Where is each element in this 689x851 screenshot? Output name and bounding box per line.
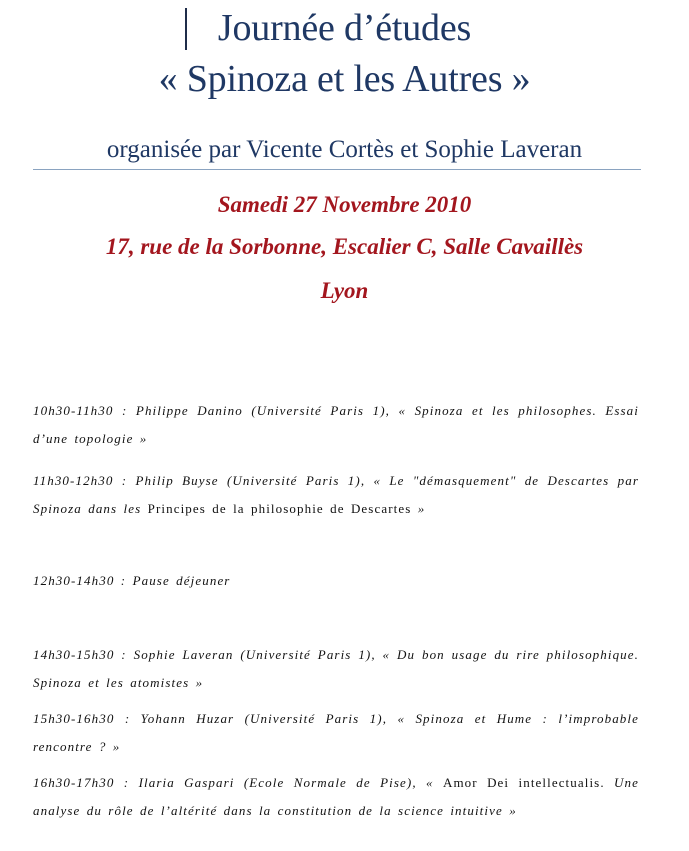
- program-time: 14h30-15h30: [33, 647, 115, 662]
- program-time: 10h30-11h30: [33, 403, 114, 418]
- program-text-end: »: [411, 501, 426, 516]
- program-entry: [33, 467, 639, 523]
- program-text-end: Une analyse du rôle de l’altérité dans la constitution de la science intuitive »: [33, 775, 640, 818]
- program-time: 16h30-17h30: [33, 775, 115, 790]
- event-date: Samedi 27 Novembre 2010: [217, 192, 472, 217]
- program-entry: [33, 769, 639, 825]
- program-entry: [33, 705, 639, 761]
- organizers-line: organisée par Vicente Cortès et Sophie Laveran: [106, 136, 583, 163]
- program-entry: [33, 567, 639, 595]
- program-time: 15h30-16h30: [33, 711, 115, 726]
- program-time: 12h30-14h30: [33, 573, 115, 588]
- program-text: : Philippe Danino (Université Paris 1), « Spinoza et les philosophes. Essai d’une topologie »: [33, 403, 639, 446]
- program-entry: [33, 397, 639, 453]
- program-time: 11h30-12h30: [33, 473, 114, 488]
- program-text: : Yohann Huzar (Université Paris 1), « Spinoza et Hume : l’improbable rencontre ? »: [33, 711, 639, 754]
- title-line-1: Journée d’études: [217, 7, 472, 49]
- event-city: Lyon: [320, 278, 369, 303]
- program-entry: [33, 641, 639, 697]
- program-text: : Sophie Laveran (Université Paris 1), « Du bon usage du rire philosophique. Spinoza et les atomistes »: [33, 647, 639, 690]
- event-address: 17, rue de la Sorbonne, Escalier C, Salle Cavaillès: [105, 234, 584, 259]
- title-line-2: « Spinoza et les Autres »: [158, 58, 531, 100]
- program-text: : Pause déjeuner: [114, 573, 231, 588]
- program-text: : Ilaria Gaspari (Ecole Normale de Pise), «: [114, 775, 443, 790]
- program-work-title: Principes de la philosophie de Descartes: [147, 501, 412, 516]
- divider: [33, 169, 641, 170]
- program-work-title: Amor Dei intellectualis.: [442, 775, 605, 790]
- program-text: : Philip Buyse (Université Paris 1), « Le "démasquement" de Descartes par Spinoza dans les: [33, 473, 639, 516]
